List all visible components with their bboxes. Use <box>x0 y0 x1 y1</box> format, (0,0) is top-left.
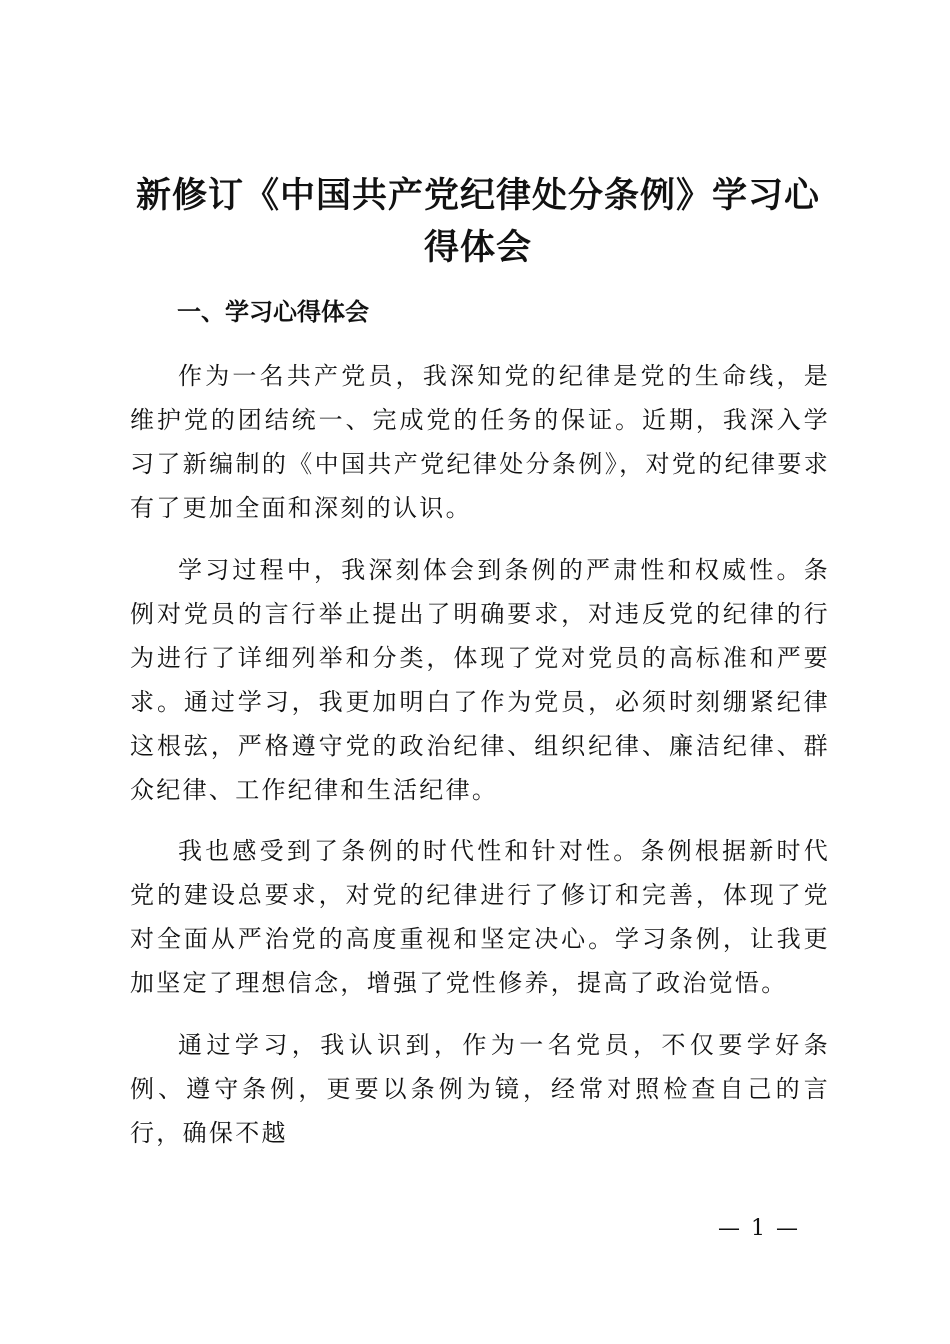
document-title: 新修订《中国共产党纪律处分条例》学习心得体会 <box>135 175 820 268</box>
paragraph-3: 我也感受到了条例的时代性和针对性。条例根据新时代党的建设总要求，对党的纪律进行了修订和完善，体现了党对全面从严治党的高度重视和坚定决心。学习条例，让我更加坚定了理想信念，增强了党性修养，提高了政治觉悟。 <box>130 837 830 997</box>
paragraph-4: 通过学习，我认识到，作为一名党员，不仅要学好条例、遵守条例，更要以条例为镜，经常对照检查自己的言行，确保不越 <box>130 1031 830 1147</box>
paragraph-2: 学习过程中，我深刻体会到条例的严肃性和权威性。条例对党员的言行举止提出了明确要求，对违反党的纪律的行为进行了详细列举和分类，体现了党对党员的高标准和严要求。通过学习，我更加明白了作为党员，必须时刻绷紧纪律这根弦，严格遵守党的政治纪律、组织纪律、廉洁纪律、群众纪律、工作纪律和生活纪律。 <box>130 556 830 804</box>
section-heading: 一、学习心得体会 <box>177 298 369 326</box>
page-number: — 1 — <box>718 1216 800 1241</box>
paragraph-1: 作为一名共产党员，我深知党的纪律是党的生命线，是维护党的团结统一、完成党的任务的保证。近期，我深入学习了新编制的《中国共产党纪律处分条例》，对党的纪律要求有了更加全面和深刻的认识。 <box>130 362 830 522</box>
